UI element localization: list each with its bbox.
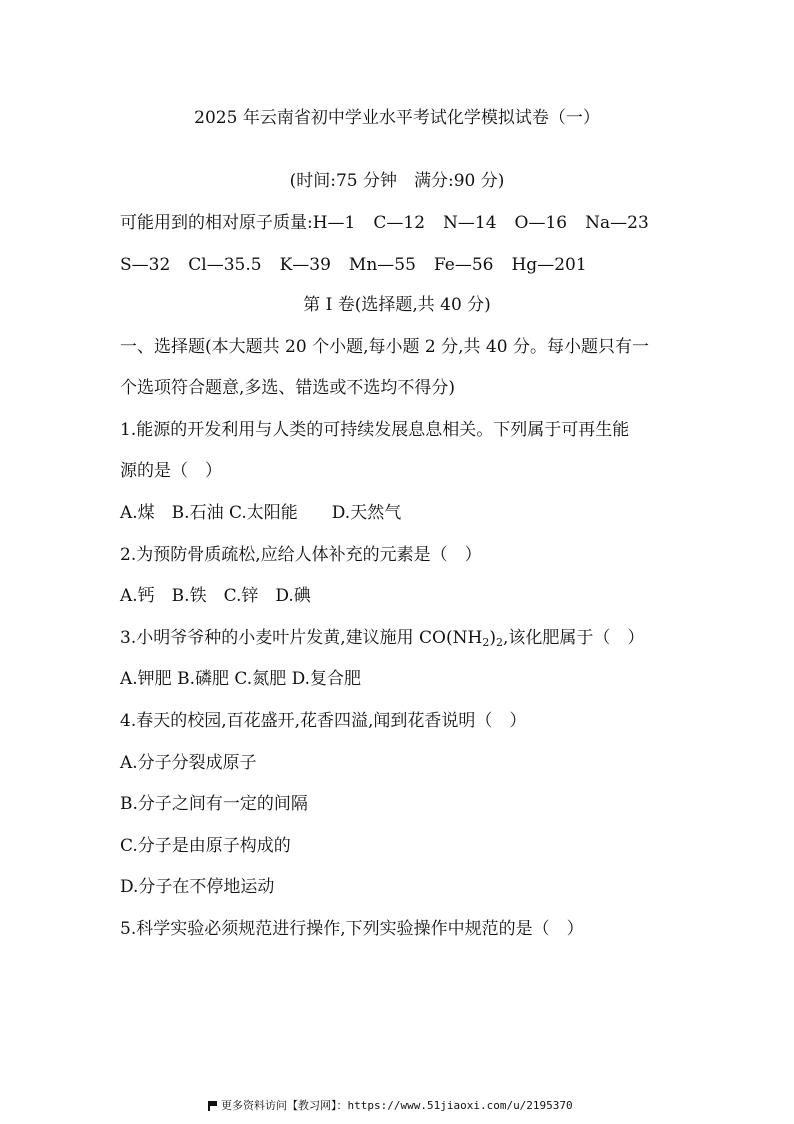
question-4-stem: 4.春天的校园,百花盛开,花香四溢,闻到花香说明（ ） [120,711,527,731]
atomic-mass-item: Fe—56 [433,255,494,275]
question-5-stem: 5.科学实验必须规范进行操作,下列实验操作中规范的是（ ） [120,919,584,939]
instructions-line-1: 一、选择题(本大题共 20 个小题,每小题 2 分,共 40 分。每小题只有一 [120,337,649,357]
question-4-option-c: C.分子是由原子构成的 [120,836,291,856]
atomic-mass-item: O—16 [514,213,568,233]
flag-icon [208,1101,217,1110]
question-2-options: A.钙 B.铁 C.锌 D.碘 [120,586,311,606]
question-4-option-d: D.分子在不停地运动 [120,877,275,897]
question-3-stem-text: 3.小明爷爷种的小麦叶片发黄,建议施用 CO(NH [120,628,483,648]
question-3-stem-text: ,该化肥属于（ ） [502,628,645,648]
question-3-options: A.钾肥 B.磷肥 C.氮肥 D.复合肥 [120,669,362,689]
atomic-mass-item: H—1 [312,213,356,233]
atomic-mass-item: Cl—35.5 [188,255,262,275]
instructions-line-2: 个选项符合题意,多选、错选或不选均不得分) [120,378,456,398]
section-title: 第 I 卷(选择题,共 40 分) [303,295,491,315]
atomic-mass-item: Mn—55 [348,255,416,275]
footer-text: 更多资料访问【教习网】：https://www.51jiaoxi.com/u/2195370 [221,1099,573,1112]
question-1-stem-line-2: 源的是（ ） [120,461,222,481]
question-1-options: A.煤 B.石油 C.太阳能 D.天然气 [120,503,402,523]
footer-link[interactable] [208,1097,573,1113]
atomic-mass-item: C—12 [373,213,426,233]
question-1-stem-line-1: 1.能源的开发利用与人类的可持续发展息息相关。下列属于可再生能 [120,420,630,440]
question-4-option-b: B.分子之间有一定的间隔 [120,794,308,814]
atomic-mass-item: K—39 [279,255,331,275]
atomic-mass-item: Hg—201 [511,255,587,275]
question-4-option-a: A.分子分裂成原子 [120,753,257,773]
atomic-mass-item: S—32 [120,255,171,275]
question-3-stem-text: ) [489,628,496,648]
atomic-mass-line-2 [120,254,674,276]
time-info: (时间:75 分钟 满分:90 分) [289,171,505,191]
subscript: 2 [482,636,490,649]
exam-title: 2025 年云南省初中学业水平考试化学模拟试卷（一） [194,108,600,128]
question-2-stem: 2.为预防骨质疏松,应给人体补充的元素是（ ） [120,545,482,565]
atomic-mass-item: Na—23 [585,213,649,233]
atomic-mass-label: 可能用到的相对原子质量: [120,213,313,233]
atomic-mass-item: N—14 [443,213,497,233]
atomic-mass-line-1 [120,212,674,234]
question-3-stem [120,627,674,649]
subscript: 2 [495,636,503,649]
